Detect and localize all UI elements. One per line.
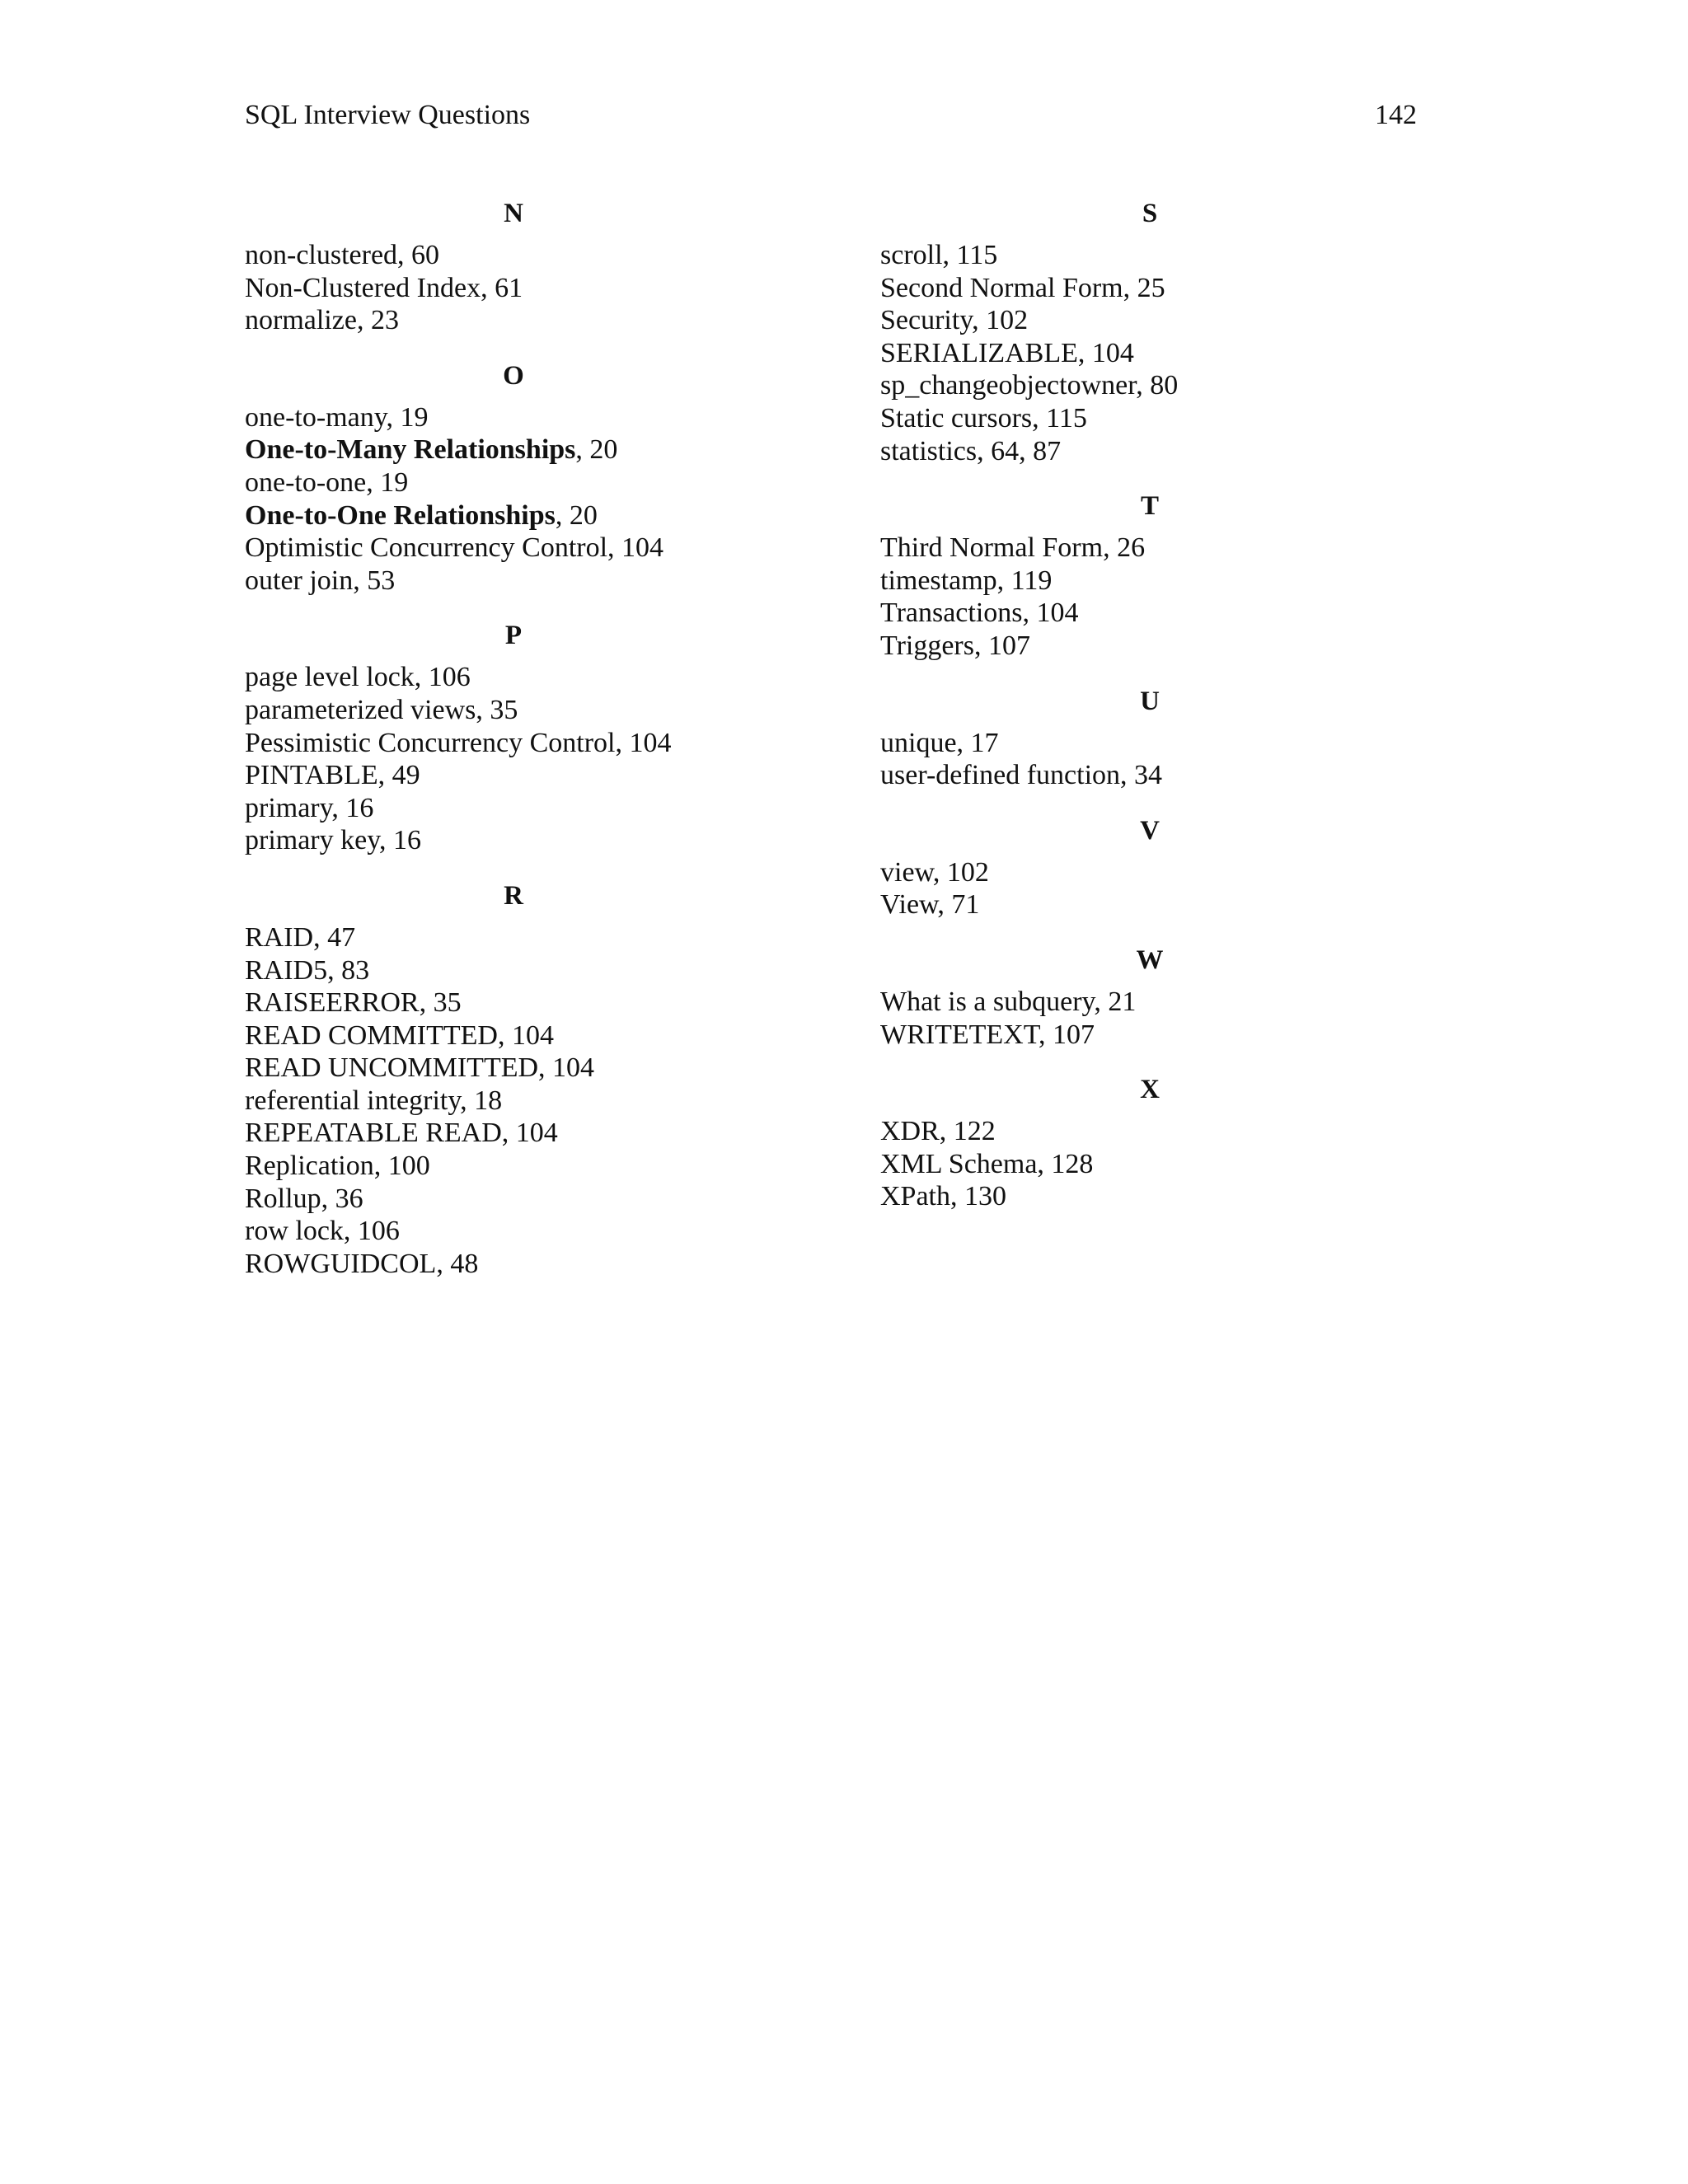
index-section-n [245, 193, 871, 337]
page-references: , 100 [373, 1151, 430, 1182]
index-entry [880, 727, 1507, 760]
index-term: primary [245, 792, 332, 823]
index-entry [245, 272, 871, 305]
page-references: , 16 [331, 792, 374, 823]
letter-heading: P [504, 621, 523, 651]
page-references: , 104 [538, 1052, 595, 1084]
index-term: RAISEERROR [245, 987, 420, 1019]
running-title: SQL Interview Questions [245, 100, 531, 130]
index-term: One-to-Many Relationships [245, 434, 576, 466]
index-term: unique [880, 727, 957, 758]
index-entry [245, 824, 871, 857]
index-term: Triggers [880, 630, 974, 661]
index-term: Security [880, 305, 973, 336]
page-references: , 119 [996, 565, 1053, 596]
letter-heading: V [1140, 815, 1160, 846]
index-term: RAID [245, 921, 314, 953]
index-entry [245, 694, 871, 727]
page-references: , 130 [950, 1181, 1006, 1212]
page-references: , 104 [607, 532, 664, 564]
index-term: row lock [245, 1216, 344, 1247]
entry-list [880, 1115, 1507, 1213]
index-term: parameterized views [245, 694, 476, 725]
page-references: , 36 [321, 1183, 363, 1214]
index-term: view [880, 856, 933, 888]
index-entry [880, 856, 1507, 889]
page-references: , 35 [476, 694, 518, 725]
index-entry [245, 792, 871, 825]
index-term: one-to-many [245, 401, 387, 433]
entry-list [880, 532, 1507, 662]
index-entry [880, 1115, 1507, 1148]
index-entry [880, 565, 1507, 598]
index-term: user-defined function [880, 760, 1121, 791]
page-references: , 26 [1103, 532, 1146, 564]
page-references: , 60 [397, 240, 440, 270]
index-entry [880, 1019, 1507, 1052]
index-term: non-clustered [245, 240, 398, 270]
index-term: timestamp [880, 565, 997, 596]
index-section-x [880, 1069, 1507, 1213]
index-term: One-to-One Relationships [245, 499, 556, 531]
index-entry [880, 272, 1507, 305]
page-references: , 115 [942, 240, 998, 270]
index-entry [245, 434, 871, 466]
page-references: , 106 [414, 662, 471, 693]
index-term: sp_changeobjectowner [880, 370, 1137, 401]
entry-list [245, 921, 871, 1281]
letter-heading: U [1140, 686, 1160, 716]
page-references: , 25 [1123, 272, 1165, 303]
page-references: , 34 [1120, 760, 1163, 791]
index-section-s [880, 193, 1507, 467]
page-references: , 19 [386, 401, 429, 433]
index-term: scroll [880, 240, 943, 270]
index-entry [880, 1148, 1507, 1181]
letter-heading: N [504, 199, 523, 228]
page-references: , 49 [377, 760, 420, 791]
letter-heading: T [1140, 491, 1159, 522]
letter-heading: O [503, 360, 524, 391]
page-references: , 20 [555, 499, 598, 531]
index-entry [880, 888, 1507, 921]
entry-list [880, 239, 1507, 467]
index-term: XDR [880, 1116, 940, 1147]
index-section-w [880, 940, 1507, 1051]
page-references: , 104 [497, 1019, 554, 1051]
index-term: one-to-one [245, 466, 367, 498]
index-term: Optimistic Concurrency Control [245, 532, 608, 564]
index-term: XML Schema [880, 1148, 1038, 1179]
page-references: , 16 [379, 825, 422, 856]
index-term: Second Normal Form [880, 272, 1123, 303]
index-section-o [245, 355, 871, 598]
index-term: READ COMMITTED [245, 1019, 498, 1051]
page-references: , 102 [972, 305, 1029, 336]
index-entry [245, 1019, 871, 1052]
page-references: , 47 [313, 921, 356, 953]
index-entry [880, 597, 1507, 630]
index-term: Transactions [880, 598, 1023, 629]
index-entry [245, 759, 871, 792]
index-term: READ UNCOMMITTED [245, 1052, 539, 1084]
page-header [245, 97, 1417, 134]
index-term: Replication [245, 1151, 374, 1182]
index-term: outer join [245, 565, 354, 596]
index-entry [245, 954, 871, 987]
entry-list [245, 239, 871, 337]
index-entry [245, 1085, 871, 1118]
entry-list [880, 856, 1507, 921]
index-entry [245, 727, 871, 760]
letter-heading: S [1142, 199, 1158, 228]
index-entry [245, 239, 871, 272]
index-entry [880, 630, 1507, 663]
index-entry [880, 239, 1507, 272]
index-entry [880, 986, 1507, 1019]
page-references: , 53 [353, 565, 396, 596]
index-entry [245, 1215, 871, 1248]
index-entry [880, 304, 1507, 337]
index-term: Third Normal Form [880, 532, 1104, 564]
page-references: , 21 [1094, 986, 1137, 1017]
index-term: XPath [880, 1181, 950, 1212]
index-term: primary key [245, 825, 380, 856]
page-references: , 83 [327, 954, 370, 986]
index-entry [880, 337, 1507, 370]
page-references: , 115 [1032, 402, 1087, 434]
index-term: View [880, 889, 938, 921]
index-column-left [245, 193, 871, 1298]
index-entry [245, 401, 871, 434]
page-references: , 35 [419, 987, 462, 1019]
index-term: referential integrity [245, 1085, 461, 1116]
index-entry [245, 565, 871, 598]
index-entry [245, 1183, 871, 1216]
index-entry [245, 921, 871, 954]
letter-heading: X [1140, 1075, 1160, 1105]
index-entry [880, 402, 1507, 435]
index-term: REPEATABLE READ [245, 1118, 502, 1149]
page-references: , 17 [956, 727, 999, 758]
page-references: , 18 [460, 1085, 503, 1116]
page-references: , 61 [481, 272, 523, 303]
page-references: , 104 [1077, 337, 1134, 368]
page-references: , 104 [615, 727, 672, 758]
entry-list [245, 661, 871, 857]
page-number: 142 [1375, 100, 1417, 130]
index-term: SERIALIZABLE [880, 337, 1078, 368]
index-entry [245, 499, 871, 532]
page-references: , 48 [436, 1248, 479, 1279]
index-section-u [880, 681, 1507, 792]
index-term: RAID5 [245, 954, 328, 986]
index-term: Non-Clustered Index [245, 272, 481, 303]
index-entry [880, 759, 1507, 792]
index-entry [245, 1150, 871, 1183]
index-term: What is a subquery [880, 986, 1095, 1017]
index-section-r [245, 875, 871, 1281]
index-term: Rollup [245, 1183, 321, 1214]
page-references: , 71 [937, 889, 980, 921]
index-entry [880, 369, 1507, 402]
page-references: , 106 [343, 1216, 400, 1247]
index-entry [245, 1117, 871, 1150]
entry-list [880, 727, 1507, 792]
letter-heading: W [1136, 944, 1164, 975]
index-term: normalize [245, 305, 357, 336]
page-references: , 19 [366, 466, 409, 498]
index-entry [245, 1248, 871, 1281]
page-references: , 128 [1037, 1148, 1094, 1179]
page-references: , 102 [932, 856, 989, 888]
index-entry [245, 987, 871, 1019]
page-references: , 20 [575, 434, 618, 466]
letter-heading: R [504, 880, 523, 911]
index-term: WRITETEXT [880, 1019, 1039, 1050]
index-entry [880, 435, 1507, 468]
index-term: Pessimistic Concurrency Control [245, 727, 616, 758]
index-entry [880, 1180, 1507, 1213]
page-references: , 23 [356, 305, 399, 336]
index-entry [245, 661, 871, 694]
index-entry [245, 466, 871, 499]
entry-list [245, 401, 871, 598]
page-references: , 104 [501, 1118, 558, 1149]
index-term: Static cursors [880, 402, 1033, 434]
entry-list [880, 986, 1507, 1051]
index-term: PINTABLE [245, 760, 378, 791]
page-references: , 104 [1022, 598, 1079, 629]
index-entry [245, 532, 871, 565]
index-section-v [880, 810, 1507, 921]
index-term: page level lock [245, 662, 415, 693]
page-references: , 122 [939, 1116, 996, 1147]
page-references: , 107 [974, 630, 1030, 661]
index-entry [245, 304, 871, 337]
page-references: , 64, 87 [977, 435, 1062, 466]
index-section-t [880, 485, 1507, 662]
index-entry [880, 532, 1507, 565]
index-section-p [245, 615, 871, 857]
index-entry [245, 1052, 871, 1085]
page-references: , 80 [1136, 370, 1179, 401]
index-term: statistics [880, 435, 978, 466]
index-column-right [880, 193, 1507, 1231]
index-term: ROWGUIDCOL [245, 1248, 437, 1279]
page-references: , 107 [1038, 1019, 1095, 1050]
